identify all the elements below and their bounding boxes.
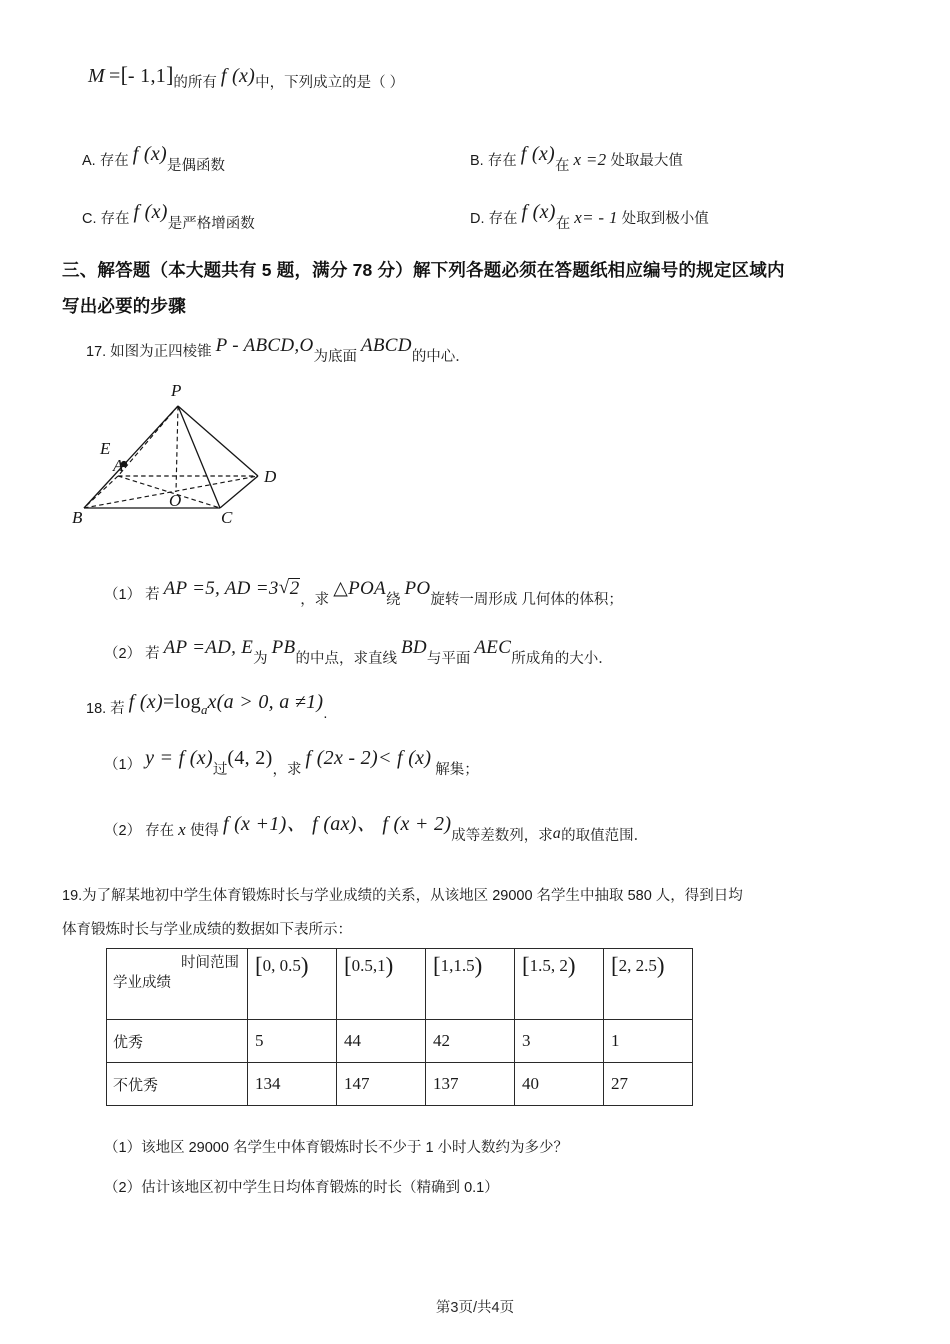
- col-0-bracket-open: [: [255, 953, 263, 978]
- figure-label-B: B: [72, 508, 83, 527]
- q16-bracket-close: ]: [166, 62, 174, 87]
- q18-sub2-tail: 的取值范围．: [561, 828, 649, 844]
- q18-sub2-var2: a: [552, 825, 562, 842]
- table-header-row: [107, 949, 693, 1020]
- option-a-pre: 存在: [99, 153, 129, 169]
- col-2-bracket-open: [: [433, 953, 441, 978]
- option-b[interactable]: [470, 143, 683, 174]
- row-0-value-2: 42: [426, 1020, 515, 1063]
- q19-text-line-1: 为了解某地初中学生体育锻炼时长与学业成绩的关系，从该地区 29000 名学生中抽取 580 人，得到日均: [82, 888, 743, 904]
- page-footer: 第3页/共4页: [435, 1300, 515, 1316]
- col-0-bracket-close: ): [300, 953, 309, 978]
- figure-label-O: O: [169, 491, 182, 510]
- col-4-bracket-open: [: [611, 953, 619, 978]
- table-col-head-3: [515, 949, 604, 1020]
- q18-sub1-num: （1）: [104, 757, 142, 773]
- col-3-bracket-close: ): [567, 953, 576, 978]
- section-3-line-2: 写出必要的步骤: [62, 296, 186, 316]
- option-b-label: B.: [470, 153, 484, 169]
- q17-sub1-tail: 旋转一周形成 几何体的体积；: [430, 592, 623, 608]
- row-1-value-4: 27: [604, 1063, 693, 1106]
- q18-sub1-inequality: f (2x - 2)< f (x): [305, 747, 432, 769]
- col-2-bracket-close: ): [474, 953, 483, 978]
- q18-sub2-mid2: 成等差数列，求: [451, 828, 553, 844]
- table-col-head-0: [248, 949, 337, 1020]
- option-b-fx: f (x): [520, 143, 555, 165]
- row-0-value-1: 44: [337, 1020, 426, 1063]
- option-c[interactable]: [82, 201, 255, 232]
- q17-sub1-math2: △POA: [333, 578, 386, 599]
- statistics-table: [106, 948, 693, 1106]
- option-d-math: x= - 1: [574, 208, 618, 227]
- q17-sub1-math3: PO: [404, 578, 431, 599]
- option-b-post2: 处取最大值: [610, 153, 683, 169]
- q17-number: 17.: [86, 344, 107, 360]
- row-1-value-2: 137: [426, 1063, 515, 1106]
- q19-line-2: [62, 918, 352, 939]
- q19-text-line-2: 体育锻炼时长与学业成绩的数据如下表所示：: [62, 922, 352, 938]
- q18-fx: f (x): [128, 691, 163, 713]
- q18-stem-pre: 若: [110, 701, 125, 717]
- figure-label-E: E: [100, 439, 111, 458]
- q17-sub2-math3: BD: [400, 637, 427, 658]
- q17-sub1-num: （1）: [104, 587, 142, 603]
- q19-sub1-text: （1）该地区 29000 名学生中体育锻炼时长不少于 1 小时人数约为多少？: [104, 1140, 569, 1156]
- q19-line-1: [62, 884, 743, 905]
- q17-sub2-pre: 若: [145, 646, 160, 662]
- question-16-stem: [88, 62, 405, 91]
- table-row: [107, 1063, 693, 1106]
- q18-stem-dot: .: [323, 706, 328, 722]
- option-d-label: D.: [470, 211, 485, 227]
- q17-math-base: ABCD: [361, 335, 412, 356]
- q18-sub-2: [104, 812, 649, 844]
- row-0-label: 优秀: [107, 1020, 248, 1063]
- q19-number: 19.: [62, 888, 83, 904]
- q18-sub2-mid: 使得: [189, 823, 219, 839]
- option-a-label: A.: [82, 153, 96, 169]
- option-a[interactable]: [82, 143, 225, 174]
- figure-label-D: D: [264, 467, 277, 486]
- q16-stem-mid: 的所有: [173, 75, 217, 91]
- q17-sub2-tail: 所成角的大小．: [511, 651, 613, 667]
- q18-log: =log: [162, 691, 201, 713]
- q18-sub1-point: (4, 2): [227, 747, 273, 769]
- q18-sub1-mid2: ，求: [272, 762, 302, 778]
- q19-sub2-text: （2）估计该地区初中学生日均体育锻炼的时长（精确到 0.1）: [104, 1180, 499, 1196]
- q18-sub2-var: x: [178, 820, 186, 839]
- q18-sub-1: [104, 747, 479, 778]
- q17-sub1-mid2: 绕: [385, 592, 401, 608]
- option-b-post: 在: [554, 158, 570, 174]
- q16-interval-body: - 1,1: [127, 65, 167, 87]
- q17-sub-1: [104, 578, 623, 608]
- question-18-stem: [86, 691, 328, 723]
- q17-sub2-mid: 为: [253, 651, 268, 667]
- option-c-pre: 存在: [100, 211, 130, 227]
- option-d-pre: 存在: [488, 211, 518, 227]
- question-17-stem: [86, 335, 470, 365]
- col-3-bracket-open: [: [522, 953, 530, 978]
- option-c-fx: f (x): [133, 201, 168, 223]
- row-1-label: 不优秀: [107, 1063, 248, 1106]
- option-b-math: x =2: [573, 150, 607, 169]
- q17-stem-pre: 如图为正四棱锥: [110, 344, 212, 360]
- q17-sub2-mid3: 与平面: [426, 651, 471, 667]
- q17-sub-2: [104, 637, 613, 667]
- col-3-range: 1.5, 2: [529, 956, 568, 975]
- row-1-value-1: 147: [337, 1063, 426, 1106]
- q18-sub2-pre: 存在: [145, 823, 175, 839]
- table-corner-top-label: 时间范围: [181, 955, 239, 971]
- row-0-value-0: 5: [248, 1020, 337, 1063]
- q17-sub1-mid: ，求: [300, 592, 330, 608]
- figure-label-P: P: [171, 381, 182, 400]
- q19-sub-1: [104, 1136, 568, 1157]
- col-4-bracket-close: ): [656, 953, 665, 978]
- q18-log-base: a: [200, 701, 208, 717]
- q17-sub2-math4: AEC: [474, 637, 512, 658]
- row-0-value-3: 3: [515, 1020, 604, 1063]
- col-1-range: 0.5,1: [351, 956, 386, 975]
- q17-sub2-mid2: 的中点，求直线: [295, 651, 397, 667]
- row-0-value-4: 1: [604, 1020, 693, 1063]
- table-corner-bottom-label: 学业成绩: [113, 975, 171, 991]
- option-d-post: 在: [555, 216, 571, 232]
- q16-stem-tail: 中，下列成立的是（ ）: [255, 75, 405, 91]
- q18-log-arg: x(a > 0, a ≠1): [207, 691, 324, 713]
- q16-variable-M: M: [88, 65, 105, 87]
- q18-sub1-mid: 过: [212, 762, 228, 778]
- q16-bracket-open: [: [120, 62, 128, 87]
- q17-stem-mid: 为底面: [313, 349, 357, 365]
- q19-sub-2: [104, 1176, 499, 1197]
- q17-stem-post: 的中心．: [411, 349, 470, 365]
- figure-label-C: C: [221, 508, 233, 527]
- section-3-line-1: 三、解答题（本大题共有 5 题，满分 78 分）解下列各题必须在答题纸相应编号的规定区域内: [62, 260, 785, 280]
- col-1-bracket-open: [: [344, 953, 352, 978]
- q18-sub2-num: （2）: [104, 823, 142, 839]
- table-row: [107, 1020, 693, 1063]
- option-d-fx: f (x): [521, 201, 556, 223]
- option-a-post: 是偶函数: [166, 158, 225, 174]
- q17-math-pyramid: P - ABCD,O: [215, 335, 314, 356]
- q17-sub2-math2: PB: [271, 637, 296, 658]
- q18-number: 18.: [86, 701, 107, 717]
- figure-label-A: A: [113, 456, 124, 475]
- table-col-head-2: [426, 949, 515, 1020]
- option-d-post2: 处取到极小值: [621, 211, 709, 227]
- table-col-head-1: [337, 949, 426, 1020]
- col-1-bracket-close: ): [385, 953, 394, 978]
- option-a-fx: f (x): [132, 143, 167, 165]
- q17-sub2-num: （2）: [104, 646, 142, 662]
- option-c-post: 是严格增函数: [167, 216, 255, 232]
- q17-sub1-sqrt: √ 2: [279, 578, 301, 600]
- option-c-label: C.: [82, 211, 97, 227]
- section-3-heading: [62, 252, 892, 324]
- q16-equals: =: [108, 65, 121, 87]
- q16-function-fx: f (x): [220, 65, 256, 87]
- q17-sub2-math1: AP =AD, E: [163, 637, 254, 658]
- q18-sub1-math1: y = f (x): [145, 747, 213, 769]
- q18-sub2-sequence: f (x +1)、 f (ax)、 f (x + 2): [222, 813, 452, 835]
- table-corner-cell: [107, 949, 248, 1020]
- q17-sub1-pre: 若: [145, 587, 160, 603]
- q18-sub1-tail: 解集；: [435, 762, 479, 778]
- table-col-head-4: [604, 949, 693, 1020]
- col-0-range: 0, 0.5: [262, 956, 301, 975]
- q17-sub1-math1: AP =5, AD =3: [163, 578, 279, 599]
- pyramid-figure: [70, 376, 310, 571]
- option-d[interactable]: [470, 201, 709, 232]
- col-2-range: 1,1.5: [440, 956, 475, 975]
- row-1-value-0: 134: [248, 1063, 337, 1106]
- option-b-pre: 存在: [487, 153, 517, 169]
- row-1-value-3: 40: [515, 1063, 604, 1106]
- col-4-range: 2, 2.5: [618, 956, 657, 975]
